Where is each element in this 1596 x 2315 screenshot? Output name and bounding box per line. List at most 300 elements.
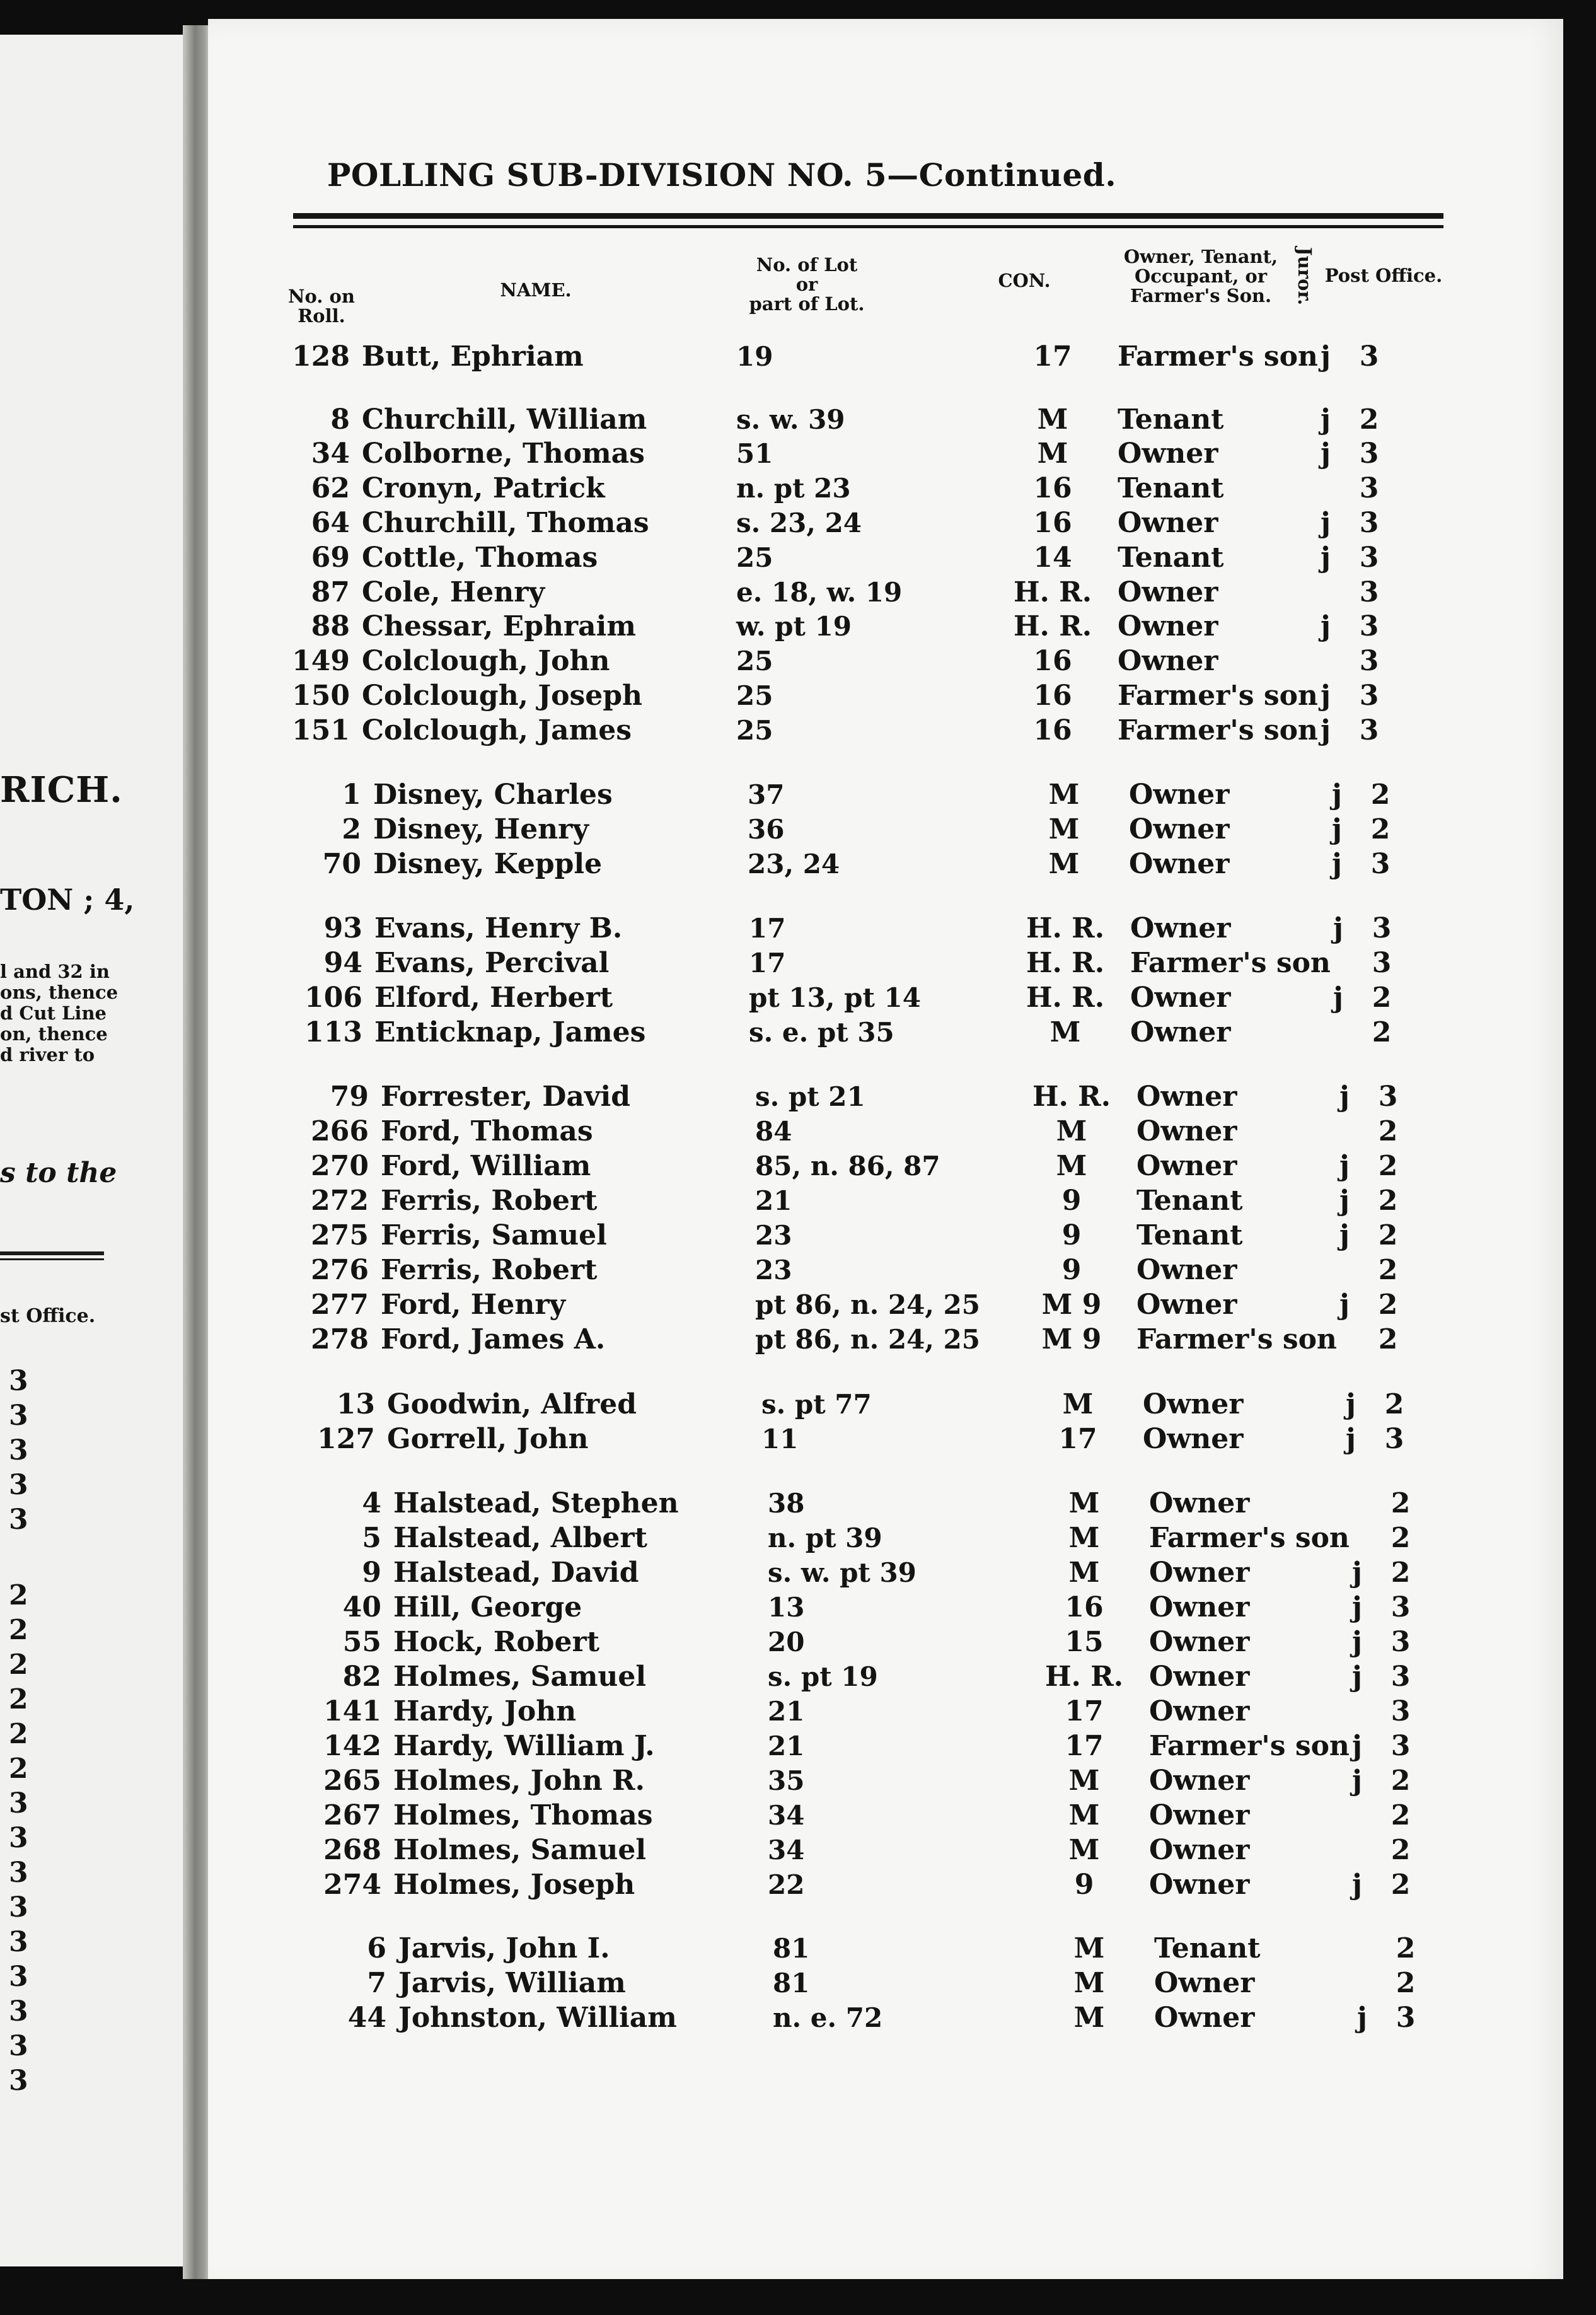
- lot-number: w. pt 19: [736, 611, 852, 642]
- voter-name: Churchill, Thomas: [362, 507, 649, 539]
- post-office-number: 2: [1359, 403, 1379, 436]
- left-page-column-header: st Office.: [0, 1305, 96, 1327]
- concession: 9: [1061, 1185, 1082, 1217]
- owner-status: Farmer's son: [1149, 1730, 1350, 1762]
- concession: 16: [1033, 680, 1072, 712]
- roll-number: 272: [311, 1185, 369, 1217]
- left-page-digit: 3: [9, 1891, 28, 1923]
- lot-number: n. e. 72: [773, 2002, 883, 2033]
- table-row: [0, 678, 1596, 714]
- header-name: NAME.: [500, 279, 572, 301]
- lot-number: 11: [761, 1424, 799, 1454]
- roll-number: 88: [311, 610, 350, 642]
- owner-status: Owner: [1149, 1869, 1250, 1901]
- juror-mark: j: [1332, 779, 1342, 811]
- owner-status: Owner: [1130, 1016, 1231, 1048]
- lot-number: 17: [749, 948, 786, 978]
- left-page-digit: 3: [9, 1857, 28, 1889]
- owner-status: Owner: [1136, 1150, 1237, 1182]
- roll-number: 265: [323, 1765, 381, 1797]
- table-row: [0, 644, 1596, 679]
- post-office-number: 3: [1370, 848, 1391, 880]
- lot-number: 25: [736, 680, 773, 711]
- post-office-number: 2: [1372, 982, 1392, 1014]
- boundary-line: on, thence: [0, 1023, 108, 1045]
- lot-number: s. w. pt 39: [768, 1557, 917, 1588]
- owner-status: Owner: [1129, 779, 1230, 811]
- roll-number: 7: [367, 1967, 386, 1999]
- roll-number: 151: [292, 714, 350, 746]
- voter-name: Ferris, Samuel: [381, 1219, 607, 1251]
- lot-number: 17: [749, 913, 786, 944]
- table-row: [37, 1966, 1596, 2001]
- concession: M: [1062, 1388, 1094, 1420]
- owner-status: Owner: [1154, 2002, 1255, 2034]
- lot-number: s. pt 77: [761, 1389, 872, 1420]
- table-row: [0, 436, 1596, 472]
- concession: 16: [1033, 645, 1072, 677]
- roll-number: 128: [292, 340, 350, 373]
- table-row: [32, 1590, 1596, 1625]
- left-page-digit: 3: [9, 1365, 28, 1397]
- juror-mark: j: [1321, 680, 1331, 712]
- concession: 14: [1033, 542, 1072, 574]
- left-page-italic-note: s to the: [0, 1157, 117, 1189]
- post-office-number: 2: [1391, 1487, 1411, 1519]
- juror-mark: j: [1332, 813, 1342, 845]
- lot-number: 25: [736, 542, 773, 573]
- roll-number: 9: [362, 1557, 381, 1589]
- voter-name: Hardy, John: [393, 1695, 577, 1727]
- concession: 16: [1033, 714, 1072, 746]
- owner-status: Tenant: [1136, 1219, 1243, 1251]
- owner-status: Owner: [1149, 1591, 1250, 1623]
- juror-mark: j: [1333, 912, 1343, 944]
- table-row: [32, 1555, 1596, 1591]
- lot-number: s. pt 19: [768, 1661, 878, 1692]
- lot-number: 34: [768, 1835, 805, 1865]
- concession: M: [1056, 1115, 1087, 1147]
- left-page-digit: 3: [9, 1504, 28, 1536]
- post-office-number: 2: [1391, 1799, 1411, 1831]
- lot-number: e. 18, w. 19: [736, 577, 903, 608]
- roll-number: 142: [323, 1730, 381, 1762]
- voter-name: Evans, Percival: [374, 947, 610, 979]
- lot-number: 22: [768, 1869, 805, 1900]
- concession: M: [1073, 1967, 1105, 1999]
- table-row: [11, 777, 1596, 813]
- roll-number: 87: [311, 576, 350, 608]
- concession: 9: [1061, 1219, 1082, 1251]
- voter-name: Hill, George: [393, 1591, 582, 1623]
- owner-status: Owner: [1118, 645, 1218, 677]
- left-page-digit: 3: [9, 2030, 28, 2062]
- owner-status: Owner: [1149, 1834, 1250, 1866]
- voter-name: Butt, Ephriam: [362, 340, 584, 373]
- lot-number: n. pt 23: [736, 473, 851, 504]
- post-office-number: 2: [1378, 1323, 1398, 1355]
- post-office-number: 3: [1396, 2002, 1416, 2034]
- owner-status: Farmer's son: [1118, 340, 1318, 373]
- concession: M: [1073, 1932, 1105, 1964]
- table-row: [32, 1867, 1596, 1903]
- voter-name: Chessar, Ephraim: [362, 610, 636, 642]
- table-row: [11, 812, 1596, 847]
- concession: M: [1068, 1765, 1100, 1797]
- owner-status: Farmer's son: [1136, 1323, 1337, 1355]
- post-office-number: 3: [1359, 680, 1379, 712]
- juror-mark: j: [1321, 610, 1331, 642]
- left-page-digit: 3: [9, 1434, 28, 1466]
- voter-name: Holmes, Samuel: [393, 1661, 647, 1693]
- juror-mark: j: [1352, 1730, 1362, 1762]
- post-office-number: 2: [1384, 1388, 1404, 1420]
- owner-status: Owner: [1118, 576, 1218, 608]
- roll-number: 127: [317, 1423, 375, 1455]
- post-office-number: 3: [1359, 610, 1379, 642]
- voter-name: Disney, Henry: [373, 813, 589, 845]
- concession: M: [1068, 1522, 1100, 1554]
- concession: M: [1056, 1150, 1087, 1182]
- roll-number: 2: [342, 813, 361, 845]
- concession: M: [1048, 848, 1080, 880]
- table-row: [0, 713, 1596, 748]
- table-row: [32, 1729, 1596, 1764]
- voter-name: Ford, William: [381, 1150, 591, 1182]
- concession: H. R.: [1013, 576, 1092, 608]
- lot-number: 38: [768, 1488, 805, 1519]
- table-row: [19, 1183, 1596, 1219]
- concession: 16: [1033, 507, 1072, 539]
- lot-number: 84: [755, 1116, 792, 1147]
- boundary-line: ons, thence: [0, 982, 119, 1003]
- table-row: [32, 1763, 1596, 1799]
- table-row: [0, 402, 1596, 438]
- roll-number: 141: [323, 1695, 381, 1727]
- post-office-number: 3: [1359, 438, 1379, 470]
- table-row: [19, 1218, 1596, 1253]
- voter-name: Halstead, Stephen: [393, 1487, 679, 1519]
- concession: H. R.: [1026, 982, 1105, 1014]
- roll-number: 106: [304, 982, 362, 1014]
- juror-mark: j: [1346, 1423, 1356, 1455]
- owner-status: Farmer's son: [1149, 1522, 1350, 1554]
- owner-status: Tenant: [1136, 1185, 1243, 1217]
- table-row: [37, 2000, 1596, 2036]
- roll-number: 44: [347, 2002, 386, 2034]
- concession: M: [1050, 1016, 1081, 1048]
- concession: H. R.: [1032, 1081, 1111, 1113]
- table-row: [19, 1322, 1596, 1357]
- left-page-digit: 3: [9, 1926, 28, 1958]
- voter-name: Disney, Charles: [373, 779, 613, 811]
- post-office-number: 3: [1378, 1081, 1398, 1113]
- voter-name: Ferris, Robert: [381, 1185, 598, 1217]
- voter-name: Hardy, William J.: [393, 1730, 655, 1762]
- table-row: [13, 946, 1596, 981]
- owner-status: Tenant: [1118, 542, 1224, 574]
- concession: 17: [1065, 1730, 1104, 1762]
- left-page-digit: 3: [9, 1469, 28, 1501]
- concession: M 9: [1041, 1289, 1102, 1321]
- post-office-number: 3: [1384, 1423, 1404, 1455]
- roll-number: 4: [362, 1487, 381, 1519]
- roll-number: 55: [342, 1626, 381, 1658]
- table-row: [19, 1114, 1596, 1149]
- owner-status: Owner: [1136, 1081, 1237, 1113]
- juror-mark: j: [1357, 2002, 1367, 2034]
- juror-mark: j: [1339, 1150, 1350, 1182]
- roll-number: 278: [311, 1323, 369, 1355]
- roll-number: 40: [342, 1591, 381, 1623]
- table-row: [32, 1521, 1596, 1556]
- post-office-number: 2: [1378, 1289, 1398, 1321]
- owner-status: Owner: [1143, 1423, 1244, 1455]
- table-row: [0, 506, 1596, 541]
- lot-number: s. 23, 24: [736, 508, 862, 538]
- concession: M: [1068, 1834, 1100, 1866]
- post-office-number: 3: [1359, 340, 1379, 373]
- roll-number: 267: [323, 1799, 381, 1831]
- roll-number: 6: [367, 1932, 386, 1964]
- post-office-number: 2: [1378, 1185, 1398, 1217]
- table-row: [32, 1833, 1596, 1868]
- juror-mark: j: [1321, 507, 1331, 539]
- table-row: [0, 575, 1596, 610]
- concession: 17: [1058, 1423, 1097, 1455]
- left-page-digit: 3: [9, 1822, 28, 1854]
- voter-name: Ferris, Robert: [381, 1254, 598, 1286]
- concession: H. R.: [1026, 947, 1105, 979]
- post-office-number: 3: [1359, 472, 1379, 504]
- roll-number: 34: [311, 438, 350, 470]
- voter-name: Colborne, Thomas: [362, 438, 645, 470]
- concession: H. R.: [1013, 610, 1092, 642]
- left-page-heading: RICH.: [0, 769, 123, 811]
- left-page-digit: 3: [9, 2065, 28, 2097]
- title-rule: [293, 213, 1443, 228]
- table-row: [32, 1625, 1596, 1660]
- concession: M: [1068, 1799, 1100, 1831]
- juror-mark: j: [1346, 1388, 1356, 1420]
- roll-number: 8: [330, 403, 350, 436]
- roll-number: 13: [336, 1388, 375, 1420]
- juror-mark: j: [1339, 1289, 1350, 1321]
- scan-border: [0, 2279, 1596, 2315]
- owner-status: Owner: [1154, 1967, 1255, 1999]
- juror-mark: j: [1339, 1185, 1350, 1217]
- roll-number: 62: [311, 472, 350, 504]
- table-row: [19, 1079, 1596, 1115]
- juror-mark: j: [1321, 542, 1331, 574]
- post-office-number: 3: [1391, 1730, 1411, 1762]
- left-page-digit: 3: [9, 1400, 28, 1432]
- roll-number: 5: [362, 1522, 381, 1554]
- owner-status: Farmer's son: [1118, 680, 1318, 712]
- roll-number: 275: [311, 1219, 369, 1251]
- juror-mark: j: [1352, 1626, 1362, 1658]
- voter-name: Elford, Herbert: [374, 982, 613, 1014]
- voter-name: Cronyn, Patrick: [362, 472, 605, 504]
- voter-name: Holmes, Joseph: [393, 1869, 635, 1901]
- juror-mark: j: [1332, 848, 1342, 880]
- voter-name: Halstead, Albert: [393, 1522, 647, 1554]
- owner-status: Owner: [1118, 507, 1218, 539]
- post-office-number: 2: [1370, 813, 1391, 845]
- header-no-on-roll: No. on Roll.: [288, 286, 355, 327]
- table-row: [19, 1149, 1596, 1184]
- roll-number: 70: [322, 848, 361, 880]
- juror-mark: j: [1321, 340, 1331, 373]
- owner-status: Farmer's son: [1118, 714, 1318, 746]
- post-office-number: 2: [1391, 1557, 1411, 1589]
- concession: M: [1037, 438, 1068, 470]
- voter-name: Enticknap, James: [374, 1016, 646, 1048]
- owner-status: Owner: [1130, 982, 1231, 1014]
- juror-mark: j: [1352, 1869, 1362, 1901]
- roll-number: 277: [311, 1289, 369, 1321]
- roll-number: 93: [323, 912, 362, 944]
- table-row: [0, 540, 1596, 576]
- header-post-office: Post Office.: [1324, 265, 1443, 286]
- lot-number: 19: [736, 341, 773, 372]
- lot-number: 23, 24: [748, 849, 840, 879]
- post-office-number: 2: [1378, 1150, 1398, 1182]
- table-row: [32, 1659, 1596, 1695]
- concession: M: [1073, 2002, 1105, 2034]
- post-office-number: 3: [1359, 645, 1379, 677]
- owner-status: Owner: [1136, 1289, 1237, 1321]
- post-office-number: 2: [1378, 1254, 1398, 1286]
- voter-name: Churchill, William: [362, 403, 647, 436]
- owner-status: Tenant: [1118, 472, 1224, 504]
- owner-status: Owner: [1136, 1254, 1237, 1286]
- table-row: [25, 1387, 1596, 1422]
- owner-status: Owner: [1118, 438, 1218, 470]
- concession: 17: [1065, 1695, 1104, 1727]
- post-office-number: 2: [1396, 1932, 1416, 1964]
- voter-name: Jarvis, William: [398, 1967, 626, 1999]
- roll-number: 79: [330, 1081, 369, 1113]
- post-office-number: 2: [1378, 1219, 1398, 1251]
- owner-status: Owner: [1129, 848, 1230, 880]
- voter-name: Evans, Henry B.: [374, 912, 623, 944]
- concession: 9: [1074, 1869, 1094, 1901]
- concession: H. R.: [1026, 912, 1105, 944]
- post-office-number: 2: [1396, 1967, 1416, 1999]
- voter-name: Disney, Kepple: [373, 848, 603, 880]
- lot-number: 34: [768, 1800, 805, 1831]
- voter-name: Colclough, Joseph: [362, 680, 643, 712]
- juror-mark: j: [1352, 1591, 1362, 1623]
- left-page-digit: 2: [9, 1649, 28, 1681]
- owner-status: Owner: [1149, 1487, 1250, 1519]
- owner-status: Owner: [1149, 1557, 1250, 1589]
- roll-number: 64: [311, 507, 350, 539]
- concession: M: [1068, 1487, 1100, 1519]
- roll-number: 82: [342, 1661, 381, 1693]
- roll-number: 266: [311, 1115, 369, 1147]
- boundary-line: d Cut Line: [0, 1002, 107, 1024]
- lot-number: 21: [768, 1696, 805, 1727]
- table-row: [19, 1253, 1596, 1288]
- lot-number: pt 86, n. 24, 25: [755, 1324, 980, 1355]
- roll-number: 149: [292, 645, 350, 677]
- lot-number: 35: [768, 1765, 805, 1796]
- lot-number: 81: [773, 1933, 810, 1964]
- lot-number: 21: [768, 1731, 805, 1761]
- post-office-number: 3: [1359, 542, 1379, 574]
- owner-status: Tenant: [1154, 1932, 1261, 1964]
- left-page-digit: 2: [9, 1683, 28, 1715]
- juror-mark: j: [1321, 438, 1331, 470]
- owner-status: Owner: [1143, 1388, 1244, 1420]
- lot-number: 25: [736, 646, 773, 676]
- voter-name: Holmes, John R.: [393, 1765, 645, 1797]
- roll-number: 69: [311, 542, 350, 574]
- table-row: [0, 339, 1596, 374]
- table-row: [13, 980, 1596, 1016]
- boundary-line: l and 32 in: [0, 961, 110, 982]
- lot-number: 21: [755, 1185, 792, 1216]
- voter-name: Johnston, William: [398, 2002, 677, 2034]
- juror-mark: j: [1352, 1661, 1362, 1693]
- juror-mark: j: [1352, 1557, 1362, 1589]
- lot-number: s. w. 39: [736, 404, 845, 435]
- concession: M 9: [1041, 1323, 1102, 1355]
- owner-status: Owner: [1118, 610, 1218, 642]
- table-row: [25, 1422, 1596, 1457]
- post-office-number: 2: [1372, 1016, 1392, 1048]
- table-row: [19, 1287, 1596, 1323]
- roll-number: 268: [323, 1834, 381, 1866]
- owner-status: Owner: [1130, 912, 1231, 944]
- left-page-digit: 3: [9, 1995, 28, 2028]
- post-office-number: 2: [1370, 779, 1391, 811]
- roll-number: 150: [292, 680, 350, 712]
- lot-number: 23: [755, 1220, 792, 1251]
- table-row: [13, 911, 1596, 946]
- roll-number: 1: [342, 779, 361, 811]
- roll-number: 113: [304, 1016, 362, 1048]
- lot-number: pt 86, n. 24, 25: [755, 1289, 980, 1320]
- voter-name: Cole, Henry: [362, 576, 545, 608]
- post-office-number: 2: [1391, 1765, 1411, 1797]
- table-row: [13, 1015, 1596, 1050]
- post-office-number: 3: [1391, 1661, 1411, 1693]
- post-office-number: 3: [1391, 1695, 1411, 1727]
- table-row: [32, 1694, 1596, 1729]
- lot-number: 85, n. 86, 87: [755, 1151, 940, 1181]
- header-owner-status: Owner, Tenant, Occupant, or Farmer's Son.: [1123, 246, 1278, 306]
- lot-number: 23: [755, 1255, 792, 1285]
- concession: H. R.: [1044, 1661, 1124, 1693]
- roll-number: 274: [323, 1869, 381, 1901]
- owner-status: Owner: [1149, 1799, 1250, 1831]
- table-row: [37, 1931, 1596, 1966]
- voter-name: Ford, Henry: [381, 1289, 566, 1321]
- lot-number: s. pt 21: [755, 1081, 865, 1112]
- voter-name: Cottle, Thomas: [362, 542, 598, 574]
- post-office-number: 3: [1391, 1626, 1411, 1658]
- left-page-digit: 2: [9, 1614, 28, 1646]
- post-office-number: 2: [1391, 1522, 1411, 1554]
- concession: M: [1037, 403, 1068, 436]
- owner-status: Owner: [1136, 1115, 1237, 1147]
- header-lot: No. of Lot or part of Lot.: [749, 254, 865, 315]
- left-page-digit: 3: [9, 1961, 28, 1993]
- owner-status: Tenant: [1118, 403, 1224, 436]
